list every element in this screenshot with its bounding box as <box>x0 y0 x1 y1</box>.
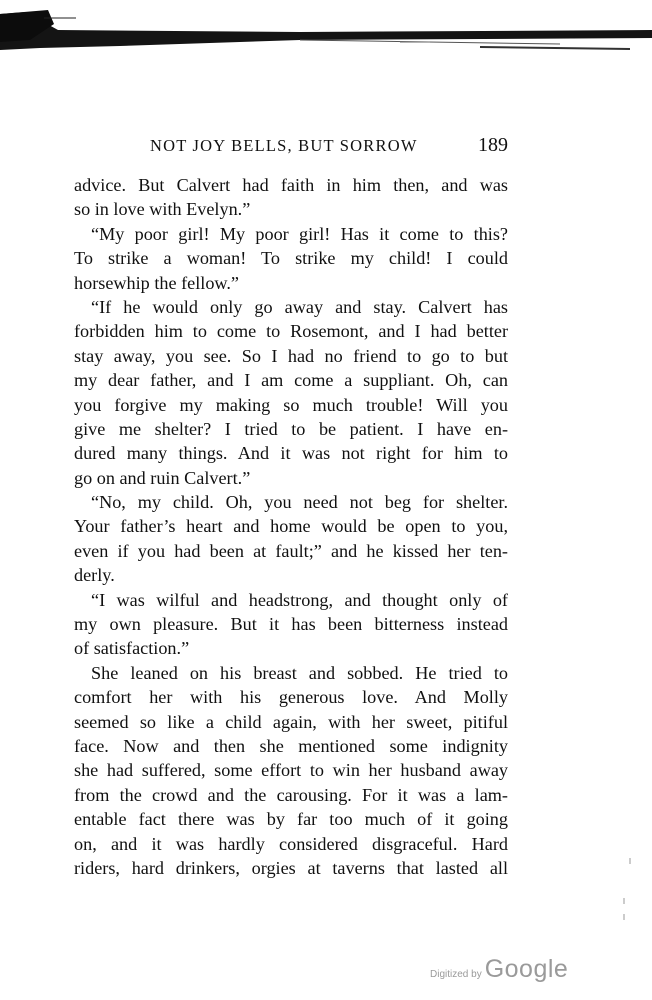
text-line: from the crowd and the carousing. For it was a lam- <box>74 784 508 805</box>
text-line: my dear father, and I am come a suppliant. Oh, can <box>74 370 508 391</box>
text-line: derly. <box>74 565 115 586</box>
text-line: face. Now and then she mentioned some indignity <box>74 735 508 756</box>
text-line: stay away, you see. So I had no friend to go to but <box>74 345 508 366</box>
text-line: advice. But Calvert had faith in him then, and was <box>74 175 508 195</box>
digitized-watermark <box>430 955 568 984</box>
text-line: you forgive my making so much trouble! Will you <box>74 394 508 415</box>
page-header <box>74 136 508 164</box>
running-title: NOT JOY BELLS, BUT SORROW <box>150 136 418 155</box>
text-line: She leaned on his breast and sobbed. He tried to <box>91 662 508 683</box>
text-line: “My poor girl! My poor girl! Has it come to this? <box>91 223 508 244</box>
text-line: give me shelter? I tried to be patient. I have en- <box>74 418 508 439</box>
text-line: seemed so like a child again, with her sweet, pitiful <box>74 711 508 732</box>
text-line: comfort her with his generous love. And Molly <box>74 687 508 708</box>
text-line: forbidden him to come to Rosemont, and I had better <box>74 321 508 342</box>
text-line: “No, my child. Oh, you need not beg for shelter. <box>91 492 508 513</box>
text-line: she had suffered, some effort to win her husband away <box>74 760 508 781</box>
scan-margin-marks <box>620 858 640 938</box>
text-line: “I was wilful and headstrong, and thought only of <box>91 589 508 610</box>
text-line: go on and ruin Calvert.” <box>74 467 251 488</box>
page-number: 189 <box>478 134 508 156</box>
text-line: “If he would only go away and stay. Calvert has <box>91 296 508 317</box>
text-line: entable fact there was by far too much of it going <box>74 809 508 830</box>
text-line: horsewhip the fellow.” <box>74 272 239 293</box>
text-line: my own pleasure. But it has been bitterness instead <box>74 614 508 635</box>
text-line: on, and it was hardly considered disgraceful. Hard <box>74 833 508 854</box>
text-line: so in love with Evelyn.” <box>74 199 251 220</box>
text-line: To strike a woman! To strike my child! I could <box>74 248 508 269</box>
text-line: riders, hard drinkers, orgies at taverns that lasted all <box>74 857 508 878</box>
text-line: Your father’s heart and home would be open to you, <box>74 516 508 537</box>
text-line: dured many things. And it was not right for him to <box>74 443 508 464</box>
digitized-prefix: Digitized by <box>430 969 482 980</box>
text-line: even if you had been at fault;” and he kissed her ten- <box>74 540 508 561</box>
google-logo: Google <box>484 955 569 983</box>
text-line: of satisfaction.” <box>74 638 190 659</box>
scan-edge-artifact <box>0 0 652 60</box>
body-text <box>74 173 508 880</box>
